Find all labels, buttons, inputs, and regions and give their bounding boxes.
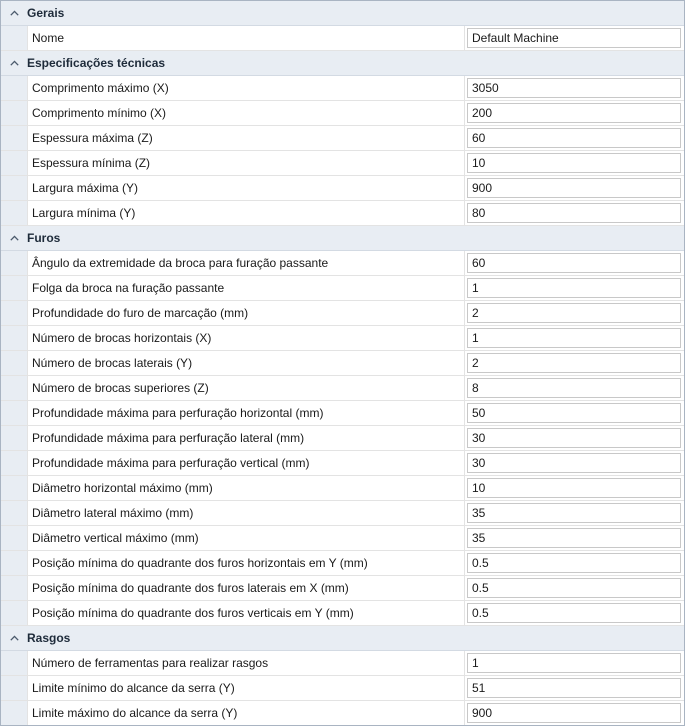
section-title: Especificações técnicas: [27, 56, 166, 70]
property-value-input[interactable]: [467, 603, 681, 623]
property-value-cell: [465, 176, 684, 200]
property-value-input[interactable]: [467, 328, 681, 348]
property-value-input[interactable]: [467, 28, 681, 48]
property-label: Espessura mínima (Z): [27, 151, 465, 175]
property-value-cell: [465, 651, 684, 675]
property-label: Limite mínimo do alcance da serra (Y): [27, 676, 465, 700]
property-label: Espessura máxima (Z): [27, 126, 465, 150]
property-row: [1, 176, 684, 201]
property-row: [1, 126, 684, 151]
property-row: [1, 476, 684, 501]
property-label: Profundidade máxima para perfuração lateral (mm): [27, 426, 465, 450]
row-gutter: [1, 126, 27, 150]
property-row: [1, 326, 684, 351]
property-label: Profundidade do furo de marcação (mm): [27, 301, 465, 325]
property-value-cell: [465, 26, 684, 50]
row-gutter: [1, 451, 27, 475]
row-gutter: [1, 426, 27, 450]
row-gutter: [1, 201, 27, 225]
property-row: [1, 501, 684, 526]
property-value-input[interactable]: [467, 203, 681, 223]
property-row: [1, 576, 684, 601]
property-label: Profundidade máxima para perfuração horizontal (mm): [27, 401, 465, 425]
property-value-input[interactable]: [467, 378, 681, 398]
property-value-cell: [465, 101, 684, 125]
row-gutter: [1, 176, 27, 200]
property-value-input[interactable]: [467, 578, 681, 598]
section-header-furos[interactable]: [1, 226, 684, 251]
property-value-input[interactable]: [467, 403, 681, 423]
property-value-cell: [465, 351, 684, 375]
chevron-up-icon[interactable]: [1, 235, 27, 241]
property-row: [1, 251, 684, 276]
row-gutter: [1, 651, 27, 675]
property-value-input[interactable]: [467, 453, 681, 473]
property-value-input[interactable]: [467, 153, 681, 173]
property-value-input[interactable]: [467, 78, 681, 98]
property-row: [1, 551, 684, 576]
property-value-cell: [465, 301, 684, 325]
property-label: Posição mínima do quadrante dos furos laterais em X (mm): [27, 576, 465, 600]
property-value-input[interactable]: [467, 353, 681, 373]
property-label: Largura máxima (Y): [27, 176, 465, 200]
property-row: [1, 101, 684, 126]
property-row: [1, 276, 684, 301]
property-value-input[interactable]: [467, 703, 681, 723]
row-gutter: [1, 576, 27, 600]
property-value-input[interactable]: [467, 653, 681, 673]
property-label: Posição mínima do quadrante dos furos horizontais em Y (mm): [27, 551, 465, 575]
row-gutter: [1, 76, 27, 100]
property-row: [1, 651, 684, 676]
row-gutter: [1, 276, 27, 300]
property-label: Limite máximo do alcance da serra (Y): [27, 701, 465, 725]
property-label: Número de ferramentas para realizar rasgos: [27, 651, 465, 675]
row-gutter: [1, 376, 27, 400]
property-value-cell: [465, 576, 684, 600]
property-row: [1, 676, 684, 701]
property-value-cell: [465, 676, 684, 700]
chevron-up-icon[interactable]: [1, 635, 27, 641]
property-value-input[interactable]: [467, 278, 681, 298]
property-label: Comprimento máximo (X): [27, 76, 465, 100]
property-value-input[interactable]: [467, 503, 681, 523]
property-label: Folga da broca na furação passante: [27, 276, 465, 300]
property-row: [1, 376, 684, 401]
row-gutter: [1, 526, 27, 550]
row-gutter: [1, 676, 27, 700]
property-value-cell: [465, 501, 684, 525]
property-label: Número de brocas laterais (Y): [27, 351, 465, 375]
property-value-cell: [465, 426, 684, 450]
row-gutter: [1, 251, 27, 275]
property-label: Número de brocas horizontais (X): [27, 326, 465, 350]
property-label: Nome: [27, 26, 465, 50]
row-gutter: [1, 26, 27, 50]
property-label: Profundidade máxima para perfuração vertical (mm): [27, 451, 465, 475]
property-value-cell: [465, 451, 684, 475]
row-gutter: [1, 551, 27, 575]
row-gutter: [1, 401, 27, 425]
row-gutter: [1, 101, 27, 125]
property-label: Diâmetro vertical máximo (mm): [27, 526, 465, 550]
property-value-input[interactable]: [467, 128, 681, 148]
row-gutter: [1, 601, 27, 625]
property-value-input[interactable]: [467, 178, 681, 198]
property-value-input[interactable]: [467, 303, 681, 323]
section-title: Rasgos: [27, 631, 71, 645]
property-value-input[interactable]: [467, 528, 681, 548]
chevron-up-icon[interactable]: [1, 60, 27, 66]
property-row: [1, 601, 684, 626]
row-gutter: [1, 501, 27, 525]
property-row: [1, 701, 684, 726]
property-value-cell: [465, 551, 684, 575]
property-value-cell: [465, 76, 684, 100]
property-label: Número de brocas superiores (Z): [27, 376, 465, 400]
property-row: [1, 201, 684, 226]
property-row: [1, 526, 684, 551]
property-value-cell: [465, 401, 684, 425]
property-row: [1, 451, 684, 476]
property-value-cell: [465, 701, 684, 725]
section-header-rasgos[interactable]: [1, 626, 684, 651]
property-row: [1, 26, 684, 51]
property-label: Posição mínima do quadrante dos furos verticais em Y (mm): [27, 601, 465, 625]
row-gutter: [1, 326, 27, 350]
row-gutter: [1, 701, 27, 725]
property-label: Largura mínima (Y): [27, 201, 465, 225]
chevron-up-icon[interactable]: [1, 10, 27, 16]
section-title: Gerais: [27, 6, 65, 20]
property-row: [1, 351, 684, 376]
property-value-cell: [465, 601, 684, 625]
property-value-input[interactable]: [467, 253, 681, 273]
property-row: [1, 401, 684, 426]
property-value-cell: [465, 151, 684, 175]
property-row: [1, 426, 684, 451]
row-gutter: [1, 301, 27, 325]
row-gutter: [1, 351, 27, 375]
section-header-especificacoes[interactable]: [1, 51, 684, 76]
property-value-cell: [465, 201, 684, 225]
property-label: Diâmetro horizontal máximo (mm): [27, 476, 465, 500]
property-value-cell: [465, 126, 684, 150]
property-label: Comprimento mínimo (X): [27, 101, 465, 125]
property-row: [1, 301, 684, 326]
property-label: Ângulo da extremidade da broca para furação passante: [27, 251, 465, 275]
section-title: Furos: [27, 231, 61, 245]
property-row: [1, 76, 684, 101]
property-value-input[interactable]: [467, 553, 681, 573]
property-value-cell: [465, 326, 684, 350]
property-value-input[interactable]: [467, 678, 681, 698]
property-value-input[interactable]: [467, 103, 681, 123]
property-value-cell: [465, 276, 684, 300]
property-value-cell: [465, 251, 684, 275]
property-row: [1, 151, 684, 176]
property-value-cell: [465, 476, 684, 500]
row-gutter: [1, 476, 27, 500]
section-header-gerais[interactable]: [1, 1, 684, 26]
property-label: Diâmetro lateral máximo (mm): [27, 501, 465, 525]
row-gutter: [1, 151, 27, 175]
property-value-cell: [465, 376, 684, 400]
property-value-cell: [465, 526, 684, 550]
property-value-input[interactable]: [467, 428, 681, 448]
property-value-input[interactable]: [467, 478, 681, 498]
